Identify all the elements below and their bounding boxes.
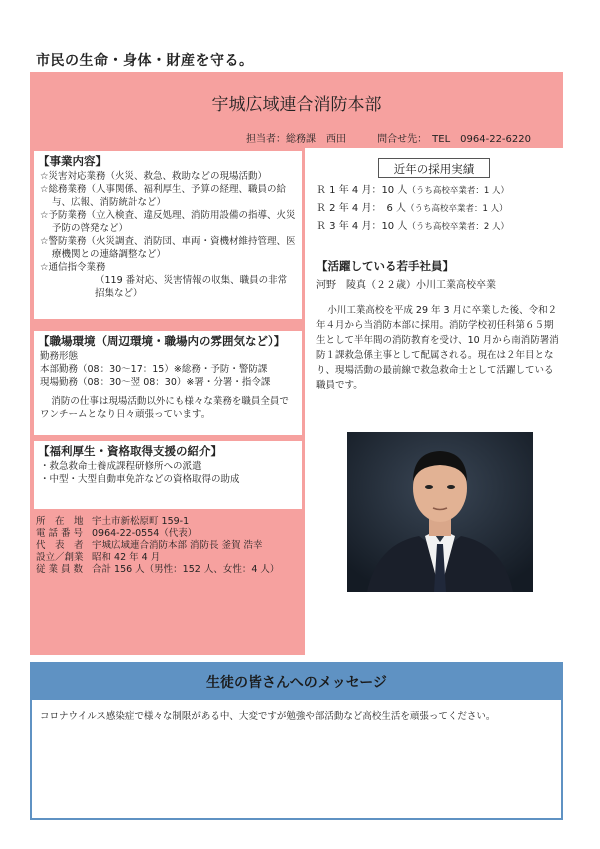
hiring-title: 近年の採用実績 [378,158,490,178]
message-title: 生徒の皆さんへのメッセージ [206,675,387,691]
hiring-row [316,218,509,236]
company-key: 所 在 地 [36,516,84,527]
environment-line: 勤務形態 [40,351,79,362]
company-key: 代 表 者 [36,540,84,551]
hiring-row [316,200,509,218]
contact-phone: 問合せ先： TEL 0964-22-6220 [377,134,531,145]
company-value: 宇城広域連合消防本部 消防長 釜賀 浩幸 [92,540,263,551]
hiring-note: （うち高校卒業者：2 人） [407,222,509,232]
company-key: 従 業 員 数 [36,564,84,575]
company-row [36,564,279,576]
company-value: 昭和 42 年 4 月 [92,552,161,563]
staff-photo [347,432,533,592]
company-key: 設立／創業 [36,552,84,563]
business-line: ☆予防業務（立入検査、違反処理、消防用設備の指導、火災予防の啓発など） [40,210,296,234]
company-row [36,516,279,528]
hiring-count: Ｒ 3 年 4 月：10 人 [316,221,408,232]
environment-line: 本部勤務（08：30～17：15）※総務・予防・警防課 [40,364,268,375]
message-body: コロナウイルス感染症で様々な制限がある中、大変ですが勉強や部活動など高校生活を頑張ってください。 [40,711,496,722]
business-line: ☆通信指令業務 [40,262,106,273]
young-staff [316,258,561,393]
company-key: 電 話 番 号 [36,528,84,539]
tagline: 市民の生命・身体・財産を守る。 [36,53,254,69]
hiring-record [310,158,563,248]
environment-line: 現場勤務（08：30～翌 08：30）※署・分署・指令課 [40,377,271,388]
company-row [36,540,279,552]
welfare-line: ・中型・大型自動車免許などの資格取得の助成 [40,474,240,485]
company-value: 宇土市新松原町 159-1 [92,516,190,527]
welfare-box [33,440,303,510]
message-header [30,662,563,700]
message-box [30,700,563,820]
business-box [33,150,303,320]
hiring-note: （うち高校卒業者：1 人） [405,204,508,214]
environment-body: 消防の仕事は現場活動以外にも様々な業務を職員全員でワンチームとなり日々頑張っています。 [40,396,289,420]
contact-person: 担当者：総務課 西田 [245,134,346,145]
company-info [36,516,279,576]
hiring-row [316,182,509,200]
business-line: ☆災害対応業務（火災、救急、救助などの現場活動） [40,171,268,182]
welfare-line: ・救急救命士養成課程研修所への派遣 [40,461,202,472]
org-header [30,72,563,148]
young-staff-title: 【活躍している若手社員】 [316,259,454,273]
company-row [36,552,279,564]
welfare-title: 【福利厚生・資格取得支援の紹介】 [38,444,222,458]
org-name: 宇城広域連合消防本部 [211,95,382,115]
company-row [36,528,279,540]
environment-title: 【職場環境（周辺環境・職場内の雰囲気など）】 [38,334,286,348]
business-line: ☆警防業務（火災調査、消防団、車両・資機材維持管理、医療機関との連絡調整など） [40,236,296,260]
business-title: 【事業内容】 [38,154,107,168]
business-line: ☆総務業務（人事関係、福利厚生、予算の経理、職員の給与、広報、消防統計など） [40,184,287,208]
young-staff-name: 河野 陵真（２２歳）小川工業高校卒業 [316,280,496,291]
hiring-count: Ｒ 1 年 4 月：10 人 [316,185,408,196]
contact-line [218,130,531,145]
hiring-note: （うち高校卒業者：1 人） [407,186,509,196]
hiring-count: Ｒ 2 年 4 月： 6 人 [316,203,406,214]
business-sub: （119 番対応、災害情報の収集、職員の非常招集など） [95,275,288,299]
person-portrait-icon [347,432,533,592]
young-staff-profile: 小川工業高校を平成 29 年 3 月に卒業した後、令和２年４月から当消防本部に採用。消防学校初任科第６５期生として半年間の消防教育を受け、10 月から南消防署消防１課救急係主事として配属される。現在は２年目となり、現場活動の最前線で救急救命士として活躍している職員です。 [316,305,559,391]
company-value: 0964-22-0554（代表） [92,528,198,539]
environment-box [33,330,303,436]
company-value: 合計 156 人（男性：152 人、女性：4 人） [92,564,280,575]
